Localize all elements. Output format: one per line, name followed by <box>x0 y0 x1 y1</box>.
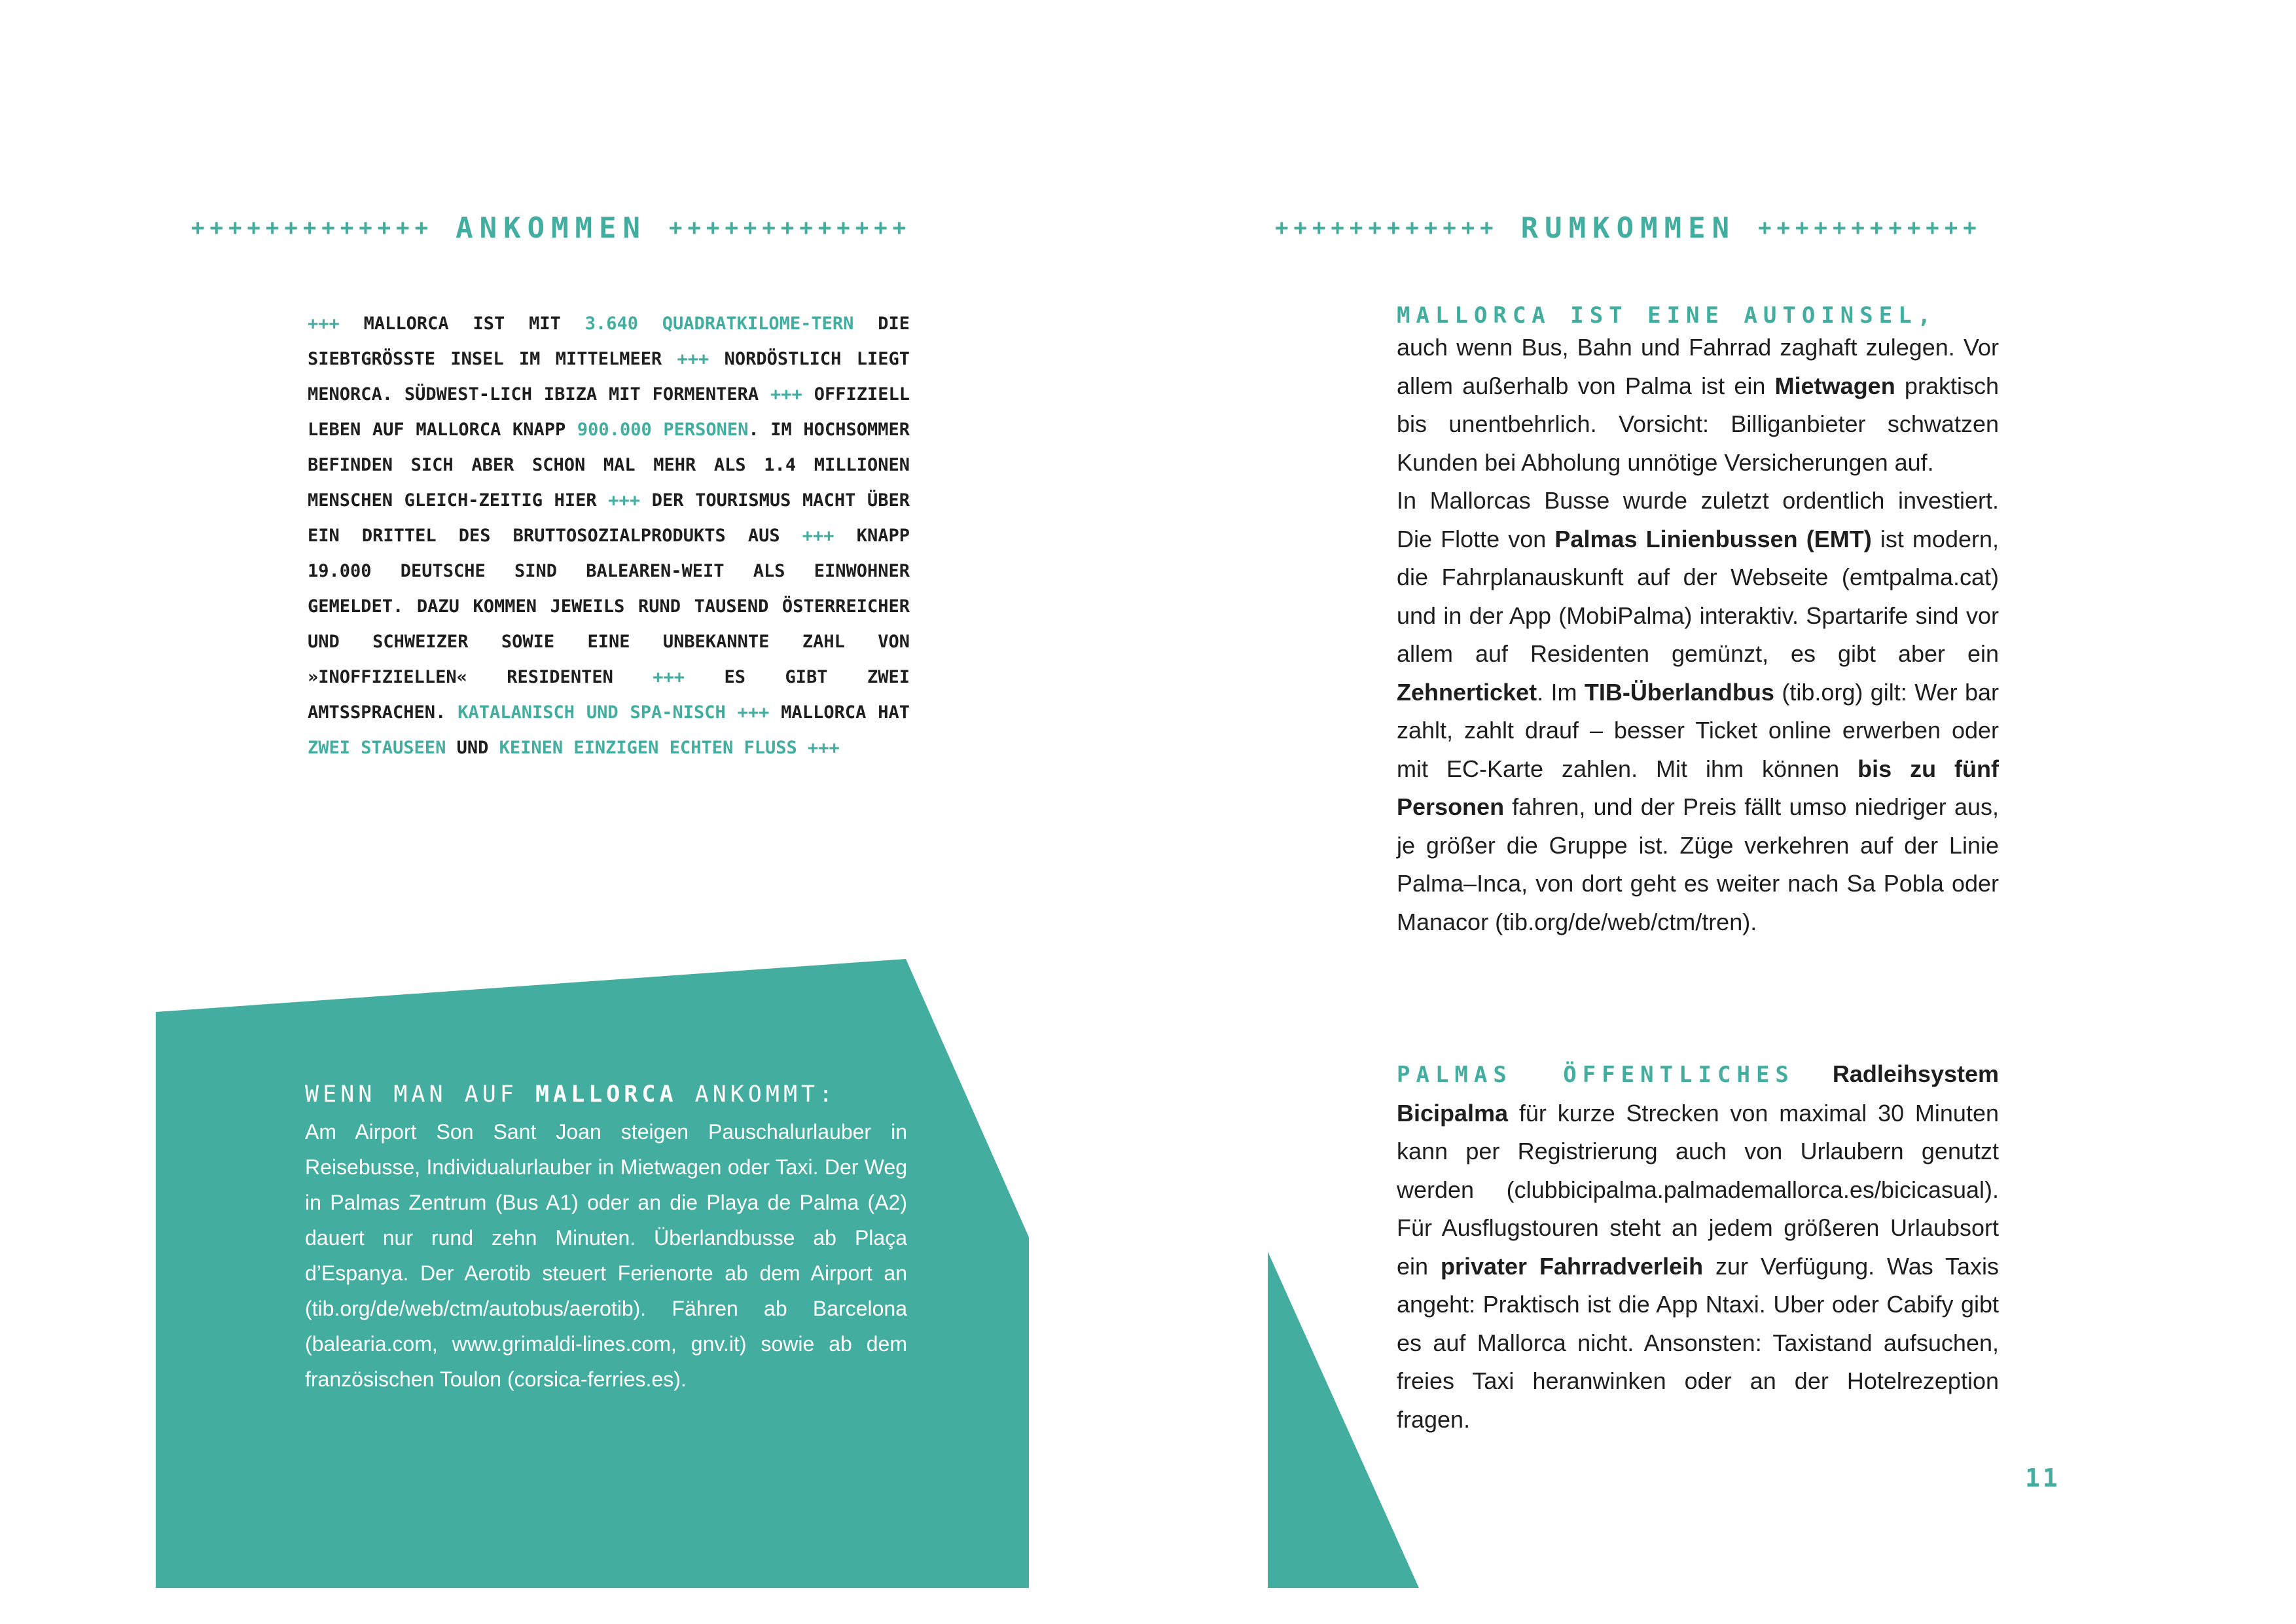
bold-term: Radleihsystem Bicipalma <box>1397 1060 1999 1127</box>
bold-term: Zehnerticket <box>1397 678 1537 706</box>
facts-highlight: 900.000 PERSONEN <box>577 420 749 440</box>
facts-segment: DIE SIEBTGRÖSSTE INSEL IM MITTELMEER <box>308 314 910 369</box>
rumkommen-header <box>1275 208 1982 247</box>
facts-highlight: KATALANISCH UND SPA-NISCH <box>457 702 726 723</box>
arrival-heading-bold: MALLORCA <box>535 1081 677 1108</box>
section-heading: MALLORCA IST EINE AUTOINSEL, <box>1397 302 1937 329</box>
header-plus-left: +++++++++++++ <box>191 215 434 241</box>
page-number: 11 <box>2025 1464 2060 1492</box>
facts-segment: UND <box>446 738 499 758</box>
facts-segment: ES GIBT ZWEI AMTSSPRACHEN. <box>308 667 910 723</box>
facts-segment: NORDÖSTLICH LIEGT MENORCA. SÜDWEST-LICH IBIZA MIT FORMENTERA <box>308 349 910 405</box>
facts-segment: KNAPP 19.000 DEUTSCHE SIND BALEAREN-WEIT ALS EINWOHNER GEMELDET. DAZU KOMMEN JEWEILS RUND TAUSEND ÖSTERREICHER UND SCHWEIZER SOWIE EINE UNBEKANNTE ZAHL VON »INOFFIZIELLEN« RESIDENTEN <box>308 526 910 687</box>
facts-segment: MALLORCA HAT <box>769 702 910 723</box>
bold-term: Palmas Linienbussen (EMT) <box>1554 525 1872 552</box>
facts-segment: MALLORCA IST MIT <box>363 314 585 334</box>
facts-segment: +++ <box>677 349 709 369</box>
facts-highlight: KEINEN EINZIGEN ECHTEN FLUSS +++ <box>499 738 840 758</box>
facts-segment: +++ <box>770 384 802 405</box>
ankommen-header <box>191 208 911 247</box>
arrival-heading <box>305 1081 920 1108</box>
bike-taxi-section <box>1397 1055 1999 1439</box>
text-part: In Mallorcas Busse wurde zuletzt ordentlich investiert. Die Flotte von <box>1397 487 1999 552</box>
car-bus-text <box>1397 329 1999 941</box>
facts-segment: +++ <box>802 526 834 546</box>
facts-segment: OFFIZIELL LEBEN AUF MALLORCA KNAPP <box>308 384 910 440</box>
arrival-heading-part: WENN MAN AUF <box>305 1081 535 1108</box>
arrival-text: Am Airport Son Sant Joan steigen Pauschalurlauber in Reisebusse, Individualurlauber in Mietwagen oder Taxi. Der Weg in Palmas Zentrum (Bus A1) oder an die Playa de Palma (A2) dauert nur rund zehn Minuten. Überlandbusse ab Plaça d’Espanya. Der Aerotib steuert Ferienorte ab dem Airport an (tib.org/de/web/ctm/autobus/aerotib). Fähren ab Barcelona (balearia.com, www.grimaldi-lines.com, gnv.it) sowie ab dem französischen Toulon (corsica-ferries.es). <box>305 1120 907 1391</box>
text-part: praktisch bis unentbehrlich. Vorsicht: Billiganbieter schwatzen Kunden bei Abholung unnötige Versicherungen auf. <box>1397 372 1999 476</box>
bike-taxi-text <box>1397 1055 1999 1439</box>
page-title-ankommen: ANKOMMEN <box>456 211 647 245</box>
facts-segment: . IM HOCHSOMMER BEFINDEN SICH ABER SCHON MAL MEHR ALS 1.4 MILLIONEN MENSCHEN GLEICH-ZEITIG HIER <box>308 420 910 511</box>
page-title-rumkommen: RUMKOMMEN <box>1520 211 1736 245</box>
text-part: auch wenn Bus, Bahn und Fahrrad zaghaft zulegen. Vor allem außerhalb von Palma ist ein <box>1397 334 1999 399</box>
facts-highlight: 3.640 QUADRATKILOME-TERN <box>584 314 854 334</box>
text-part: ist modern, die Fahrplanauskunft auf der Webseite (emtpalma.cat) und in der App (MobiPalma) interaktiv. Spartarife sind vor allem auf Residenten gemünzt, es gibt aber ein <box>1397 525 1999 667</box>
car-bus-section <box>1397 302 1999 941</box>
facts-highlight: ZWEI STAUSEEN <box>308 738 446 758</box>
text-part: für kurze Strecken von maximal 30 Minuten kann per Registrierung auch von Urlaubern genutzt werden (clubbicipalma.palmademallorca.es/bicicasual). Für Ausflugstouren steht an jedem größeren Urlaubsort ein <box>1397 1099 1999 1280</box>
bold-term: bis zu fünf Personen <box>1397 755 2000 820</box>
text-part: . Im <box>1537 678 1585 706</box>
facts-segment: +++ <box>608 490 641 511</box>
facts-segment: +++ <box>653 667 685 687</box>
facts-segment: DER TOURISMUS MACHT ÜBER EIN DRITTEL DES BRUTTOSOZIALPRODUKTS AUS <box>308 490 910 546</box>
facts-block <box>308 306 910 766</box>
bold-term: privater Fahrradverleih <box>1440 1252 1704 1280</box>
facts-segment: +++ <box>308 314 364 334</box>
section-heading: PALMAS ÖFFENTLICHES <box>1397 1062 1795 1088</box>
bold-term: Mietwagen <box>1774 372 1895 399</box>
bold-term: TIB-Überlandbus <box>1584 678 1774 706</box>
facts-segment: +++ <box>725 702 770 723</box>
text-part: fahren, und der Preis fällt umso niedriger aus, je größer die Gruppe ist. Züge verkehren auf der Linie Palma–Inca, von dort geht es weiter nach Sa Pobla oder Manacor (tib.org/de/web/ctm/tren). <box>1397 793 1999 935</box>
header-plus-left: ++++++++++++ <box>1275 215 1499 241</box>
header-plus-right: ++++++++++++ <box>1758 215 1982 241</box>
text-part: (tib.org) gilt: Wer bar zahlt, zahlt drauf – besser Ticket online erwerben oder mit EC-Karte zahlen. Mit ihm können <box>1397 678 1999 782</box>
arrival-heading-part: ANKOMMT: <box>677 1081 837 1108</box>
header-plus-right: +++++++++++++ <box>669 215 912 241</box>
text-part: zur Verfügung. Was Taxis angeht: Praktisch ist die App Ntaxi. Uber oder Cabify gibt es auf Mallorca nicht. Ansonsten: Taxistand aufsuchen, freies Taxi heranwinken oder an der Hotelrezeption fragen. <box>1397 1252 2000 1433</box>
